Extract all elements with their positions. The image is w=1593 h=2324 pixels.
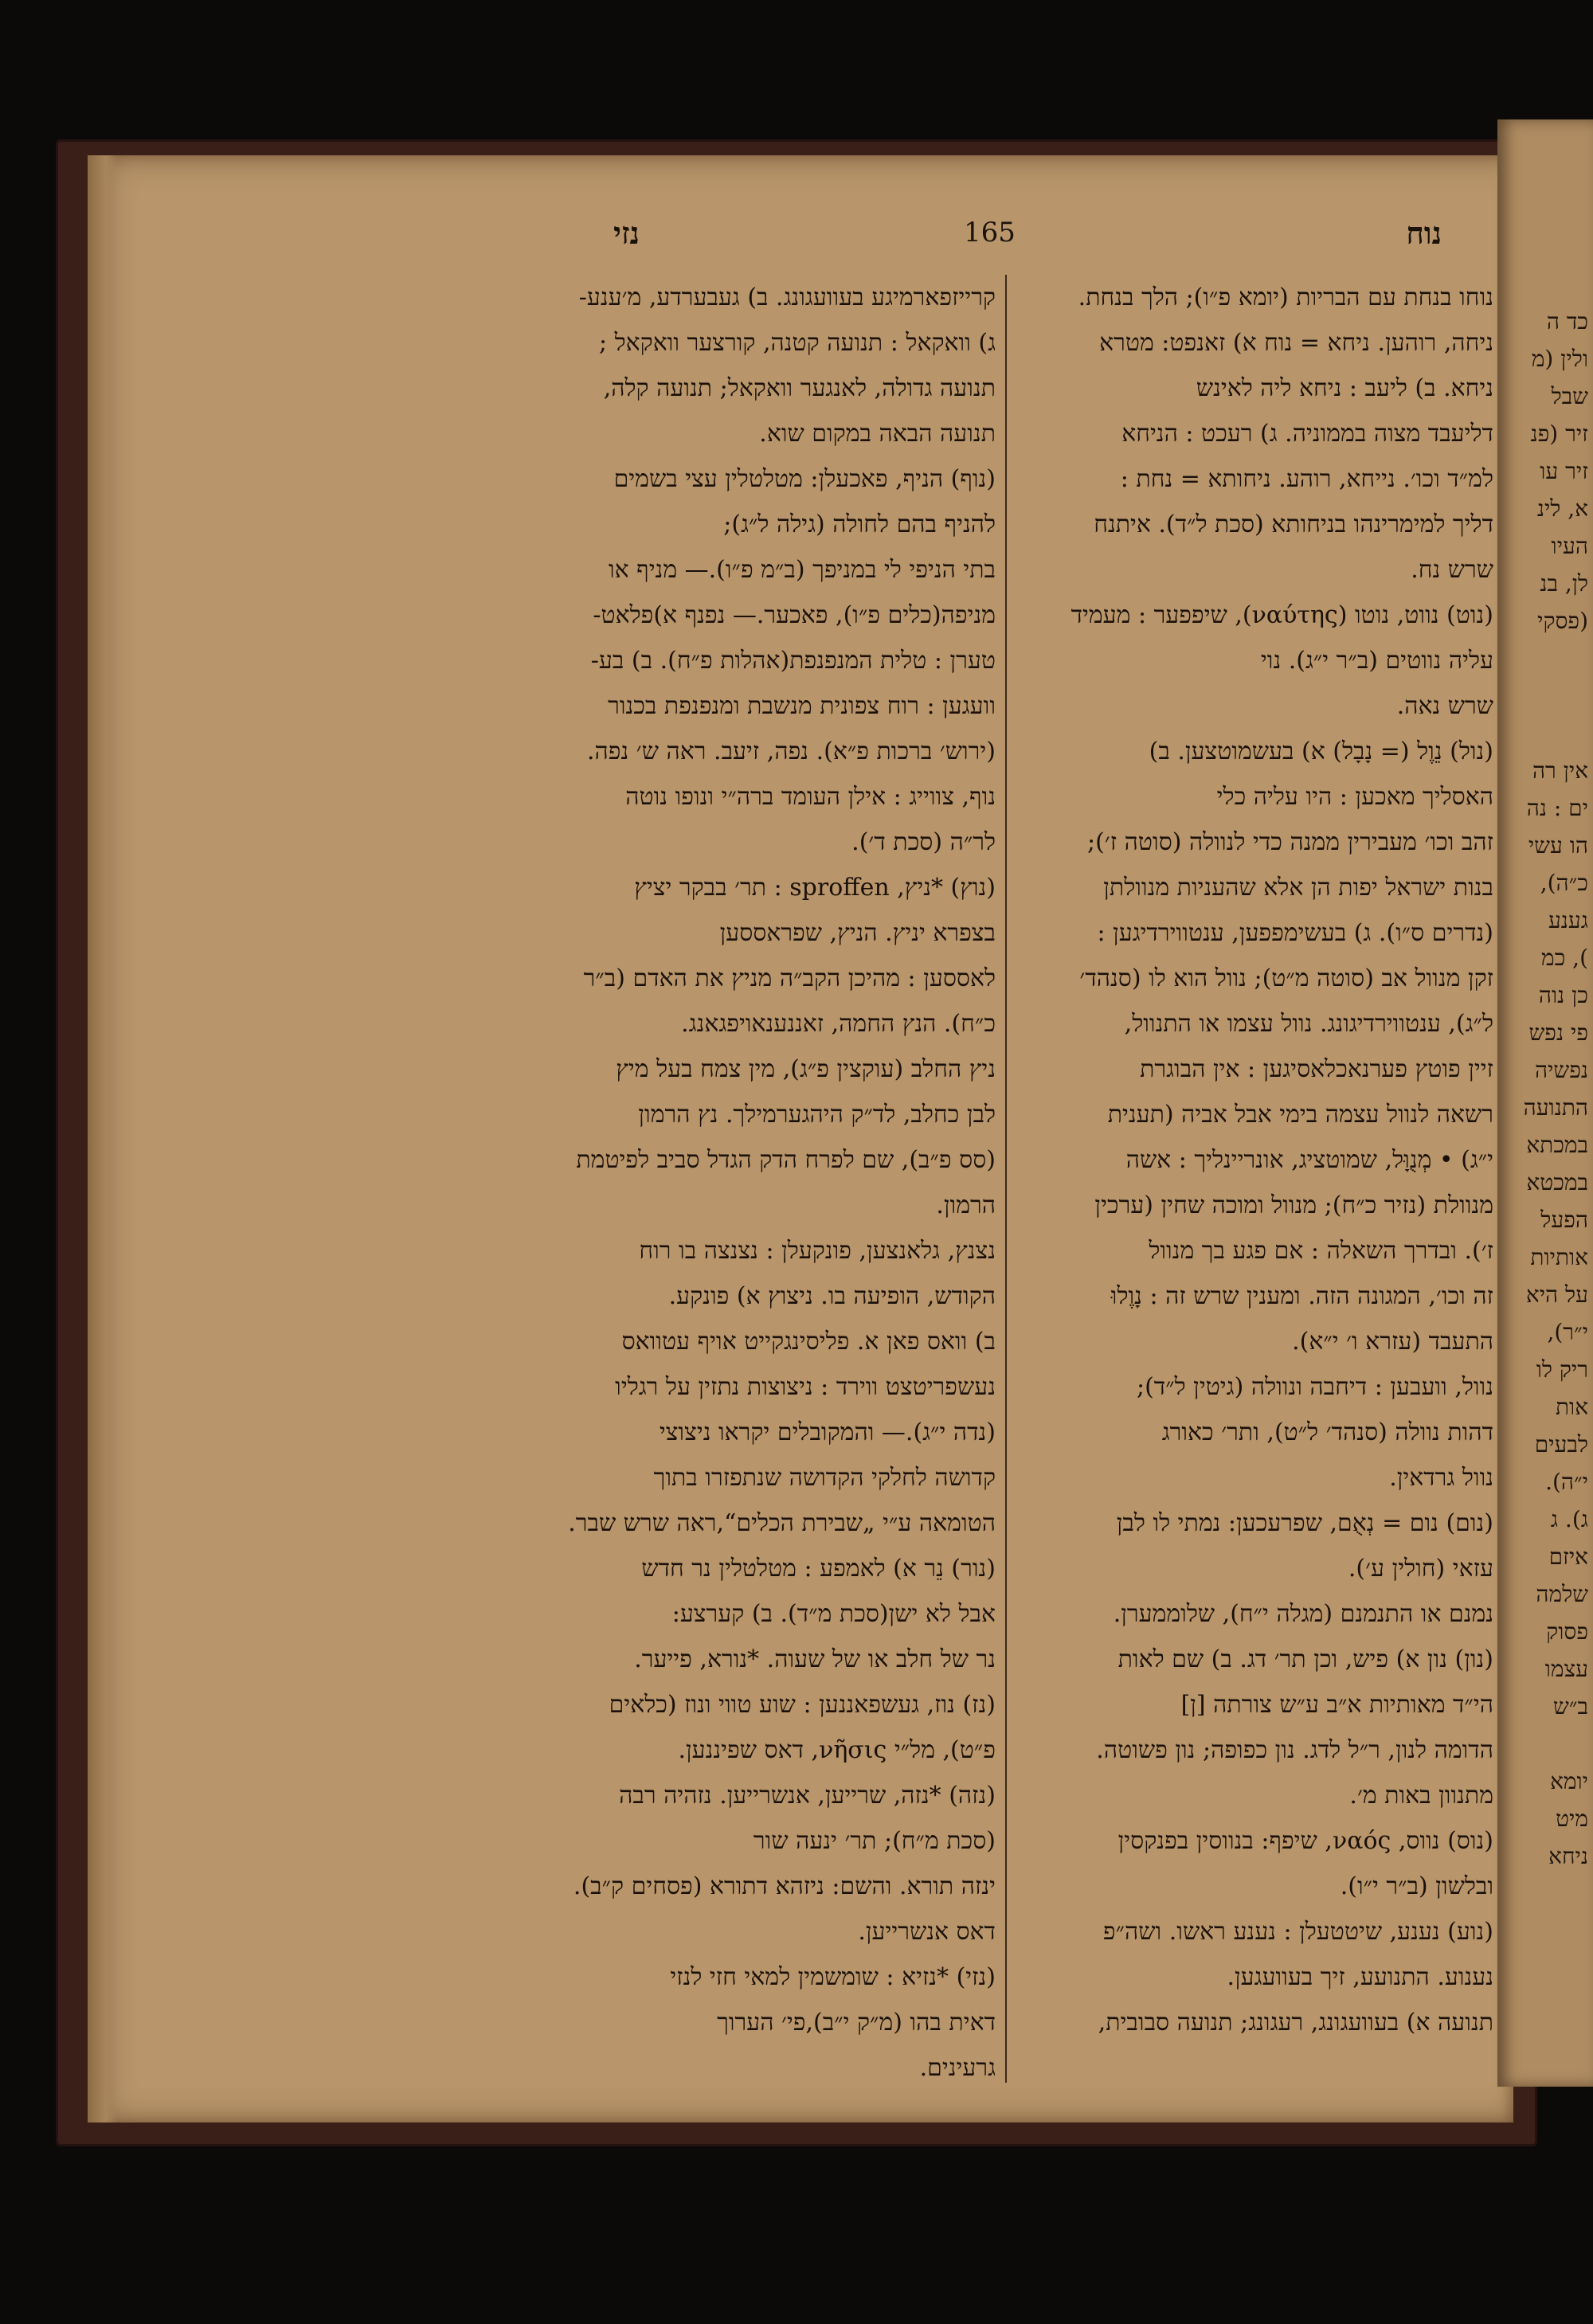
text-line: נר של חלב או של שעוה. *נורא, פייער. bbox=[634, 1645, 996, 1673]
next-page-text-fragment: ב״ש bbox=[1553, 1693, 1588, 1720]
text-line: תנועה א) בעוועגונג, רעגונג; תנועה סבובית, bbox=[1098, 2009, 1493, 2036]
next-page-text-fragment: י״ר), bbox=[1547, 1319, 1588, 1345]
text-line: עליה נווטים (ב״ר י״ג). נוי bbox=[1260, 647, 1493, 675]
next-page-text-fragment: כד ה bbox=[1546, 308, 1588, 335]
text-line: דאס אנשרייען. bbox=[858, 1918, 996, 1946]
text-line: עזאי (חולין ע׳). bbox=[1348, 1555, 1493, 1583]
next-page-edge bbox=[1497, 119, 1593, 2087]
text-line: וועגען : רוח צפונית מנשבת ומנפנפת בכנור bbox=[608, 692, 996, 720]
text-line: לבן כחלב, לד״ק היהגערמילך. נץ הרמון bbox=[638, 1101, 996, 1129]
next-page-text-fragment: במכתא bbox=[1526, 1132, 1588, 1158]
text-line: ג) וואקאל : תנועה קטנה, קורצער וואקאל ; bbox=[598, 329, 996, 357]
text-line: שרש נח. bbox=[1411, 556, 1493, 584]
text-line: (נור) נֵר א) לאמפע : מטלטלין נר חדש bbox=[641, 1555, 996, 1583]
text-line: הטומאה ע״י „שבירת הכלים“,ראה שרש שבר. bbox=[568, 1509, 996, 1537]
text-line: הרמון. bbox=[936, 1191, 996, 1219]
text-line: (ירוש׳ ברכות פ״א). נפה, זיעב. ראה ש׳ נפה. bbox=[587, 737, 996, 765]
text-line: כ״ח). הנץ החמה, זאננענאויפגאנג. bbox=[681, 1010, 996, 1038]
text-line: דהות נוולה (סנהד׳ ל״ט), ותר׳ כאורג bbox=[1161, 1418, 1493, 1446]
left-column bbox=[410, 275, 996, 2091]
next-page-text-fragment: פסוק bbox=[1546, 1618, 1588, 1645]
next-page-text-fragment: י״ה). bbox=[1545, 1469, 1588, 1495]
next-page-text-fragment bbox=[1524, 714, 1593, 752]
next-page-text-fragment: שבל bbox=[1551, 383, 1588, 409]
running-head-left: נזי bbox=[613, 215, 640, 251]
text-line: ב) וואס פאן א. פליסינגקייט אויף עטוואס bbox=[621, 1328, 996, 1356]
text-line: (נז) נוז, געשפאננען : שוע טווי ונוז (כלאים bbox=[609, 1691, 996, 1719]
text-line: מניפה(כלים פ״ו), פאכער.— נפנף א)פלאט- bbox=[593, 601, 996, 629]
next-page-text-fragment: איזם bbox=[1548, 1543, 1588, 1570]
text-line: נוף, צווייג : אילן העומד ברה״י ונופו נוטה bbox=[625, 783, 996, 811]
text-line: (נוע) נענע, שיטטעלן : נענע ראשו. ושה״פ bbox=[1102, 1918, 1493, 1946]
next-page-text-fragment: אין רה bbox=[1532, 757, 1588, 784]
text-line: אבל לא ישן(סכת מ״ד). ב) קערצע: bbox=[671, 1600, 996, 1628]
text-line: (סס פ״ב), שם לפרח הדק הגדל סביב לפיטמת bbox=[576, 1146, 996, 1174]
text-line: זקן מנוול אב (סוטה מ״ט); נוול הוא לו (סנהד׳ bbox=[1079, 964, 1493, 992]
next-page-text-fragment: במכטא bbox=[1526, 1169, 1588, 1195]
text-line: נעשפריטצט ווירד : ניצוצות נתזין על רגליו bbox=[615, 1373, 996, 1401]
next-page-text-fragment: כן נוה bbox=[1538, 982, 1588, 1008]
text-line: בתי הניפי לי במניפך (ב״מ פ״ו).— מניף או bbox=[608, 556, 996, 584]
text-line: הדומה לנון, ר״ל לדג. נון כפופה; נון פשוטה. bbox=[1096, 1736, 1493, 1764]
next-page-text-fragment: על היא bbox=[1525, 1281, 1588, 1308]
next-page-text-fragment: גענע bbox=[1548, 907, 1588, 933]
text-line: ניץ החלב (עוקצין פ״ג), מין צמח בעל מיץ bbox=[616, 1055, 996, 1083]
text-line: ובלשון (ב״ר י״ו). bbox=[1340, 1872, 1493, 1900]
next-page-text-fragment: כ״ה), bbox=[1540, 870, 1588, 896]
running-head-right: נוח bbox=[1406, 215, 1442, 251]
next-page-text-fragment: התנועה bbox=[1523, 1094, 1588, 1121]
next-page-text-fragment: אותיות bbox=[1530, 1244, 1588, 1270]
text-line: דליעבד מצוה בממוניה. ג) רעכט : הניחא bbox=[1121, 420, 1493, 448]
next-page-text-fragment bbox=[1524, 1725, 1593, 1763]
text-line: מנוולת (נזיר כ״ח); מנוול ומוכה שחין (ערכין bbox=[1094, 1191, 1493, 1219]
next-page-text-fragment bbox=[1524, 640, 1593, 677]
text-line: ל״ג), ענטווירדיגונג. נוול עצמו או התנוול, bbox=[1124, 1010, 1493, 1038]
text-line: זהב וכו׳ מעבירין ממנה כדי לנוולה (סוטה ז׳); bbox=[1087, 828, 1493, 856]
text-line: (נוט) נווט, נוטו (ναύτης), שיפפער : מעמיד bbox=[1070, 601, 1493, 629]
next-page-text-fragment: העיו bbox=[1551, 533, 1588, 559]
next-page-text-fragment: נפשיה bbox=[1534, 1057, 1588, 1083]
text-line: הי״ד מאותיות א״ב ע״ש צורתה [ן] bbox=[1180, 1691, 1493, 1719]
text-line: ניחה, רוהען. ניחא = נוח א) זאנפט: מטרא bbox=[1099, 329, 1493, 357]
text-line: דאית בהו (מ״ק י״ב),פי׳ הערוך bbox=[717, 2009, 996, 2036]
text-line: נוול, וועבען : דיחבה ונוולה (גיטין ל״ד); bbox=[1136, 1373, 1493, 1401]
text-line: נצנץ, גלאנצען, פונקעלן : נצנצה בו רוח bbox=[639, 1237, 996, 1265]
next-page-text-fragment: לן, בנ bbox=[1540, 570, 1588, 597]
next-page-text-fragment: פי נפש bbox=[1528, 1019, 1588, 1046]
next-page-fragments bbox=[1524, 303, 1593, 1875]
text-line: דליך למימרינהו בניחותא (סכת ל״ד). איתנח bbox=[1094, 511, 1493, 538]
next-page-text-fragment: שלמה bbox=[1536, 1581, 1588, 1607]
text-line: נענוע. התנועע, זיך בעוועגען. bbox=[1227, 1963, 1493, 1991]
next-page-text-fragment: ניחא bbox=[1548, 1843, 1588, 1869]
next-page-text-fragment: אות bbox=[1555, 1394, 1588, 1420]
text-line: זה וכו׳, המגונה הזה. ומענין שרש זה : נָוֶלוּ bbox=[1110, 1282, 1493, 1310]
text-line: למ״ד וכו׳. נייחא, רוהע. ניחותא = נחת : bbox=[1120, 465, 1493, 493]
text-line: שרש נאה. bbox=[1396, 692, 1493, 720]
next-page-text-fragment: ולין (מ bbox=[1531, 346, 1588, 372]
text-line: (נוץ) *ניץ, sproffen : תר׳ בבקר יציץ bbox=[634, 874, 996, 902]
text-line: בנות ישראל יפות הן אלא שהעניות מנוולתן bbox=[1103, 874, 1493, 902]
next-page-text-fragment bbox=[1524, 677, 1593, 714]
page-number: 165 bbox=[964, 217, 1016, 248]
next-page-text-fragment: עצמו bbox=[1544, 1656, 1588, 1682]
next-page-text-fragment: הפעל bbox=[1540, 1207, 1588, 1233]
next-page-text-fragment: ג). ג bbox=[1550, 1506, 1588, 1532]
text-line: ז׳). ובדרך השאלה : אם פגע בך מנוול bbox=[1149, 1237, 1493, 1265]
next-page-text-fragment: יומא bbox=[1550, 1768, 1588, 1794]
text-line: טערן : טלית המנפנפת(אהלות פ״ח). ב) בע- bbox=[590, 647, 996, 675]
text-line: התעבד (עזרא ו׳ י״א). bbox=[1292, 1328, 1493, 1356]
text-line: הקודש, הופיעה בו. ניצוץ א) פונקע. bbox=[668, 1282, 996, 1310]
page-gutter-shadow bbox=[88, 155, 118, 2123]
text-line: נמנם או התנמנם (מגלה י״ח), שלוממערן. bbox=[1113, 1600, 1493, 1628]
page-header bbox=[88, 215, 1513, 263]
text-line: האסליך מאכען : היו עליה כלי bbox=[1216, 783, 1493, 811]
right-column bbox=[1016, 275, 1493, 2045]
text-line: ינזה תורא. והשם: ניזהא דתורא (פסחים ק״ב). bbox=[573, 1872, 996, 1900]
next-page-text-fragment: א, לינ bbox=[1536, 495, 1588, 522]
text-line: (נדרים ס״ו). ג) בעשימפפען, ענטווירדיגען : bbox=[1097, 919, 1493, 947]
text-line: תנועה גדולה, לאנגער וואקאל; תנועה קלה, bbox=[603, 374, 996, 402]
text-line: (נוס) נווס, ναός, שיפף: בנווסין בפנקסין bbox=[1117, 1827, 1493, 1855]
next-page-text-fragment: ), כמ bbox=[1540, 945, 1588, 971]
text-line: גרעינים. bbox=[919, 2054, 996, 2082]
text-line: (נזה) *נזה, שרייען, אנשרייען. נזהיה רבה bbox=[619, 1782, 996, 1810]
text-line: קדושה לחלקי הקדושה שנתפזרו בתוך bbox=[653, 1464, 996, 1492]
text-line: להניף בהם לחולה (גילה ל״ג); bbox=[723, 511, 996, 538]
text-line: (נול) נֵוֶל (= נָבָל) א) בעשמוטצען. ב) bbox=[1149, 737, 1493, 765]
next-page-text-fragment: ים : נה bbox=[1526, 795, 1588, 821]
next-page-text-fragment: ריק לו bbox=[1536, 1356, 1588, 1383]
text-line: פ״ט), מל״י νῆσις, דאס שפיננען. bbox=[678, 1736, 996, 1764]
next-page-text-fragment: מיט bbox=[1556, 1806, 1588, 1832]
next-page-text-fragment: לבעים bbox=[1534, 1431, 1588, 1457]
text-line: (נדה י״ג).— והמקובלים יקראו ניצוצי bbox=[659, 1418, 996, 1446]
text-line: זיין פוטץ פערנאכלאסיגען : אין הבוגרת bbox=[1140, 1055, 1493, 1083]
column-divider bbox=[1005, 275, 1007, 2083]
text-line: תנועה הבאה במקום שוא. bbox=[759, 420, 996, 448]
text-line: נוחו בנחת עם הבריות (יומא פ״ו); הלך בנחת. bbox=[1078, 284, 1493, 311]
text-line: רשאה לנוול עצמה בימי אבל אביה (תענית bbox=[1107, 1101, 1493, 1129]
text-line: (סכת מ״ח); תר׳ ינעה שור bbox=[753, 1827, 996, 1855]
text-line: (נון) נון א) פיש, וכן תר׳ דג. ב) שם לאות bbox=[1117, 1645, 1493, 1673]
text-line: (נזי) *נזיא : שומשמין למאי חזי לנזי bbox=[670, 1963, 996, 1991]
text-line: נוול גרדאין. bbox=[1389, 1464, 1493, 1492]
text-line: (נוף) הניף, פאכעלן: מטלטלין עצי בשמים bbox=[613, 465, 996, 493]
text-line: בצפרא יניץ. הניץ, שפראססען bbox=[719, 919, 996, 947]
next-page-text-fragment: זיר (פנ bbox=[1530, 421, 1588, 447]
text-line: לאססען : מהיכן הקב״ה מניץ את האדם (ב״ר bbox=[583, 964, 996, 992]
text-line: קרייזפארמיגע בעוועגונג. ב) געבערדע, מ׳ענע- bbox=[578, 284, 996, 311]
text-line: מתנוון באות מ׳. bbox=[1349, 1782, 1493, 1810]
text-line: י״ג) • מְנֻוָּל, שמוטציג, אונריינליך : אשה bbox=[1125, 1146, 1493, 1174]
next-page-text-fragment: הו עשי bbox=[1528, 832, 1588, 859]
text-line: ניחא. ב) ליעב : ניחא ליה לאינש bbox=[1196, 374, 1493, 402]
next-page-text-fragment: זיר עו bbox=[1540, 458, 1588, 484]
text-line: (נום) נום = נְאֻם, שפרעכען: נמתי לו לבן bbox=[1116, 1509, 1493, 1537]
next-page-text-fragment: (פסקי bbox=[1537, 608, 1588, 634]
text-line: לר״ה (סכת ד׳). bbox=[851, 828, 996, 856]
